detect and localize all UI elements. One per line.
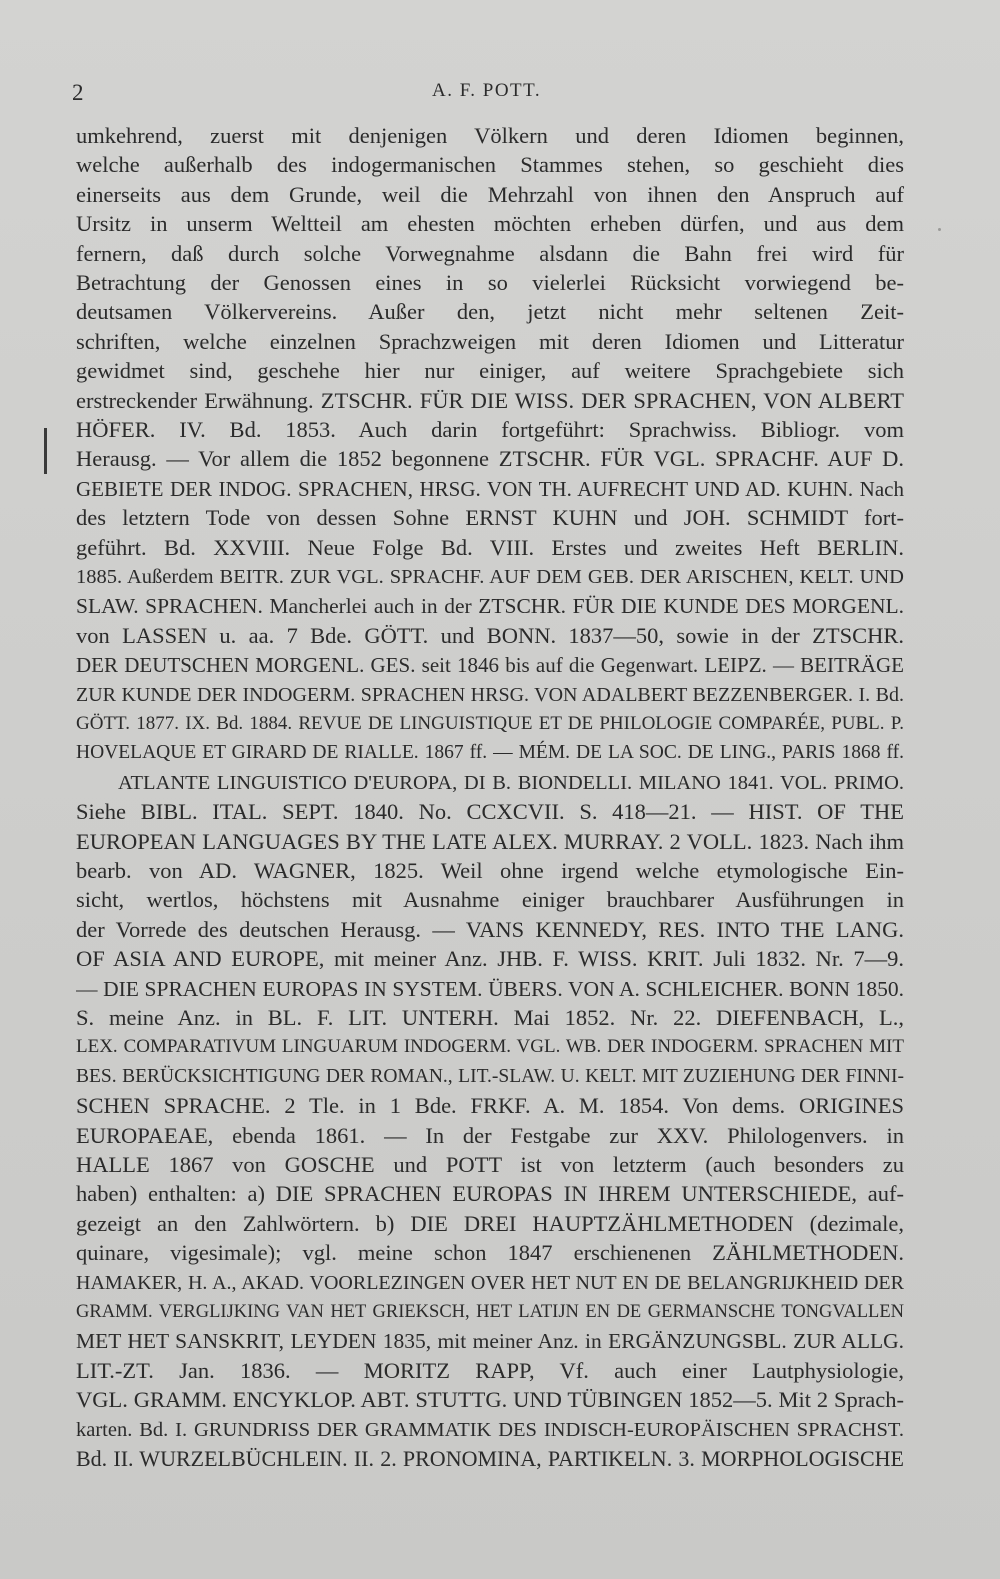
text-line: 1885. Außerdem BEITR. ZUR VGL. SPRACHF. AUF DEM GEB. DER ARISCHEN, KELT. UND: [76, 566, 904, 588]
text-line: gezeigt an den Zahlwörtern. b) DIE DREI HAUPTZÄHLMETHODEN (dezimale,: [76, 1210, 904, 1236]
text-line: sicht, wertlos, höchstens mit Ausnahme einiger brauchbarer Ausführungen in: [76, 887, 904, 913]
text-line: HÖFER. IV. Bd. 1853. Auch darin fortgeführt: Sprachwiss. Bibliogr. vom: [76, 417, 904, 442]
text-line: geführt. Bd. XXVIII. Neue Folge Bd. VIII. Erstes und zweites Heft BERLIN.: [76, 534, 904, 560]
text-line: EUROPAEAE, ebenda 1861. — In der Festgabe zur XXV. Philologenvers. in: [76, 1122, 904, 1148]
text-line: fernern, daß durch solche Vorwegnahme alsdann die Bahn frei wird für: [76, 240, 904, 266]
page-header: [0, 76, 1000, 106]
text-line: schriften, welche einzelnen Sprachzweigen mit deren Idiomen und Litteratur: [76, 328, 904, 354]
text-line: EUROPEAN LANGUAGES BY THE LATE ALEX. MURRAY. 2 VOLL. 1823. Nach ihm: [76, 828, 904, 854]
text-line: Herausg. — Vor allem die 1852 begonnene ZTSCHR. FÜR VGL. SPRACHF. AUF D.: [76, 446, 904, 472]
running-head: A. F. POTT.: [432, 80, 542, 101]
text-line: deutsamen Völkervereins. Außer den, jetzt nicht mehr seltenen Zeit-: [76, 299, 904, 325]
text-line: welche außerhalb des indogermanischen Stammes stehen, so geschieht dies: [76, 152, 904, 178]
text-line: HOVELAQUE ET GIRARD DE RIALLE. 1867 ff. — MÉM. DE LA SOC. DE LING., PARIS 1868 ff.: [76, 742, 904, 764]
text-line: Ursitz in unserm Weltteil am ehesten möchten erheben dürfen, und aus dem: [76, 211, 904, 237]
text-line: LEX. COMPARATIVUM LINGUARUM INDOGERM. VGL. WB. DER INDOGERM. SPRACHEN MIT: [76, 1036, 904, 1058]
text-line: gewidmet sind, geschehe hier nur einiger, auf weitere Sprachgebiete sich: [76, 358, 904, 384]
text-line: karten. Bd. I. GRUNDRISS DER GRAMMATIK DES INDISCH-EUROPÄISCHEN SPRACHST.: [76, 1418, 904, 1441]
text-line: VGL. GRAMM. ENCYKLOP. ABT. STUTTG. UND TÜBINGEN 1852—5. Mit 2 Sprach-: [76, 1387, 904, 1413]
text-line: Betrachtung der Genossen eines in so vielerlei Rücksicht vorwiegend be-: [76, 270, 904, 295]
text-line: LIT.-ZT. Jan. 1836. — MORITZ RAPP, Vf. auch einer Lautphysiologie,: [76, 1357, 904, 1383]
text-line: OF ASIA AND EUROPE, mit meiner Anz. JHB. F. WISS. KRIT. Juli 1832. Nr. 7—9.: [76, 946, 904, 972]
text-line: quinare, vigesimale); vgl. meine schon 1847 erschienenen ZÄHLMETHODEN.: [76, 1240, 904, 1266]
text-line: HALLE 1867 von GOSCHE und POTT ist von letzterm (auch besonders zu: [76, 1152, 904, 1177]
text-line: ZUR KUNDE DER INDOGERM. SPRACHEN HRSG. VON ADALBERT BEZZENBERGER. I. Bd.: [76, 683, 904, 706]
text-line: haben) enthalten: a) DIE SPRACHEN EUROPAS IN IHREM UNTERSCHIEDE, auf-: [76, 1181, 904, 1207]
page-number: 2: [72, 80, 84, 105]
text-line: umkehrend, zuerst mit denjenigen Völkern und deren Idiomen beginnen,: [76, 123, 904, 148]
text-line: einerseits aus dem Grunde, weil die Mehrzahl von ihnen den Anspruch auf: [76, 181, 904, 207]
text-line: SCHEN SPRACHE. 2 Tle. in 1 Bde. FRKF. A. M. 1854. Von dems. ORIGINES: [76, 1093, 904, 1119]
text-line: MET HET SANSKRIT, LEYDEN 1835, mit meiner Anz. in ERGÄNZUNGSBL. ZUR ALLG.: [76, 1329, 904, 1354]
body-text: [0, 122, 1000, 1502]
text-line: SLAW. SPRACHEN. Mancherlei auch in der ZTSCHR. FÜR DIE KUNDE DES MORGENL.: [76, 594, 904, 619]
text-line: von LASSEN u. aa. 7 Bde. GÖTT. und BONN. 1837—50, sowie in der ZTSCHR.: [76, 622, 904, 648]
text-line: — DIE SPRACHEN EUROPAS IN SYSTEM. ÜBERS. VON A. SCHLEICHER. BONN 1850.: [76, 976, 904, 1001]
text-line: der Vorrede des deutschen Herausg. — VANS KENNEDY, RES. INTO THE LANG.: [76, 916, 904, 942]
text-line: S. meine Anz. in BL. F. LIT. UNTERH. Mai 1852. Nr. 22. DIEFENBACH, L.,: [76, 1005, 904, 1030]
text-line: erstreckender Erwähnung. ZTSCHR. FÜR DIE WISS. DER SPRACHEN, VON ALBERT: [76, 387, 904, 413]
text-line: Siehe BIBL. ITAL. SEPT. 1840. No. CCXCVII. S. 418—21. — HIST. OF THE: [76, 799, 904, 825]
text-line: Bd. II. WURZELBÜCHLEIN. II. 2. PRONOMINA, PARTIKELN. 3. MORPHOLOGISCHE: [76, 1446, 904, 1471]
text-line: ATLANTE LINGUISTICO D'EUROPA, DI B. BIONDELLI. MILANO 1841. VOL. PRIMO.: [118, 771, 904, 794]
text-line: HAMAKER, H. A., AKAD. VOORLEZINGEN OVER HET NUT EN DE BELANGRIJKHEID DER: [76, 1271, 904, 1294]
text-line: bearb. von AD. WAGNER, 1825. Weil ohne irgend welche etymologische Ein-: [76, 858, 904, 883]
text-line: GEBIETE DER INDOG. SPRACHEN, HRSG. VON TH. AUFRECHT UND AD. KUHN. Nach: [76, 476, 904, 501]
text-line: DER DEUTSCHEN MORGENL. GES. seit 1846 bis auf die Gegenwart. LEIPZ. — BEITRÄGE: [76, 653, 904, 678]
text-line: des letztern Tode von dessen Sohne ERNST KUHN und JOH. SCHMIDT fort-: [76, 505, 904, 531]
text-line: GÖTT. 1877. IX. Bd. 1884. REVUE DE LINGUISTIQUE ET DE PHILOLOGIE COMPARÉE, PUBL. P.: [76, 713, 904, 734]
text-line: GRAMM. VERGLIJKING VAN HET GRIEKSCH, HET LATIJN EN DE GERMANSCHE TONGVALLEN: [76, 1302, 904, 1322]
text-line: BES. BERÜCKSICHTIGUNG DER ROMAN., LIT.-SLAW. U. KELT. MIT ZUZIEHUNG DER FINNI-: [76, 1065, 904, 1087]
